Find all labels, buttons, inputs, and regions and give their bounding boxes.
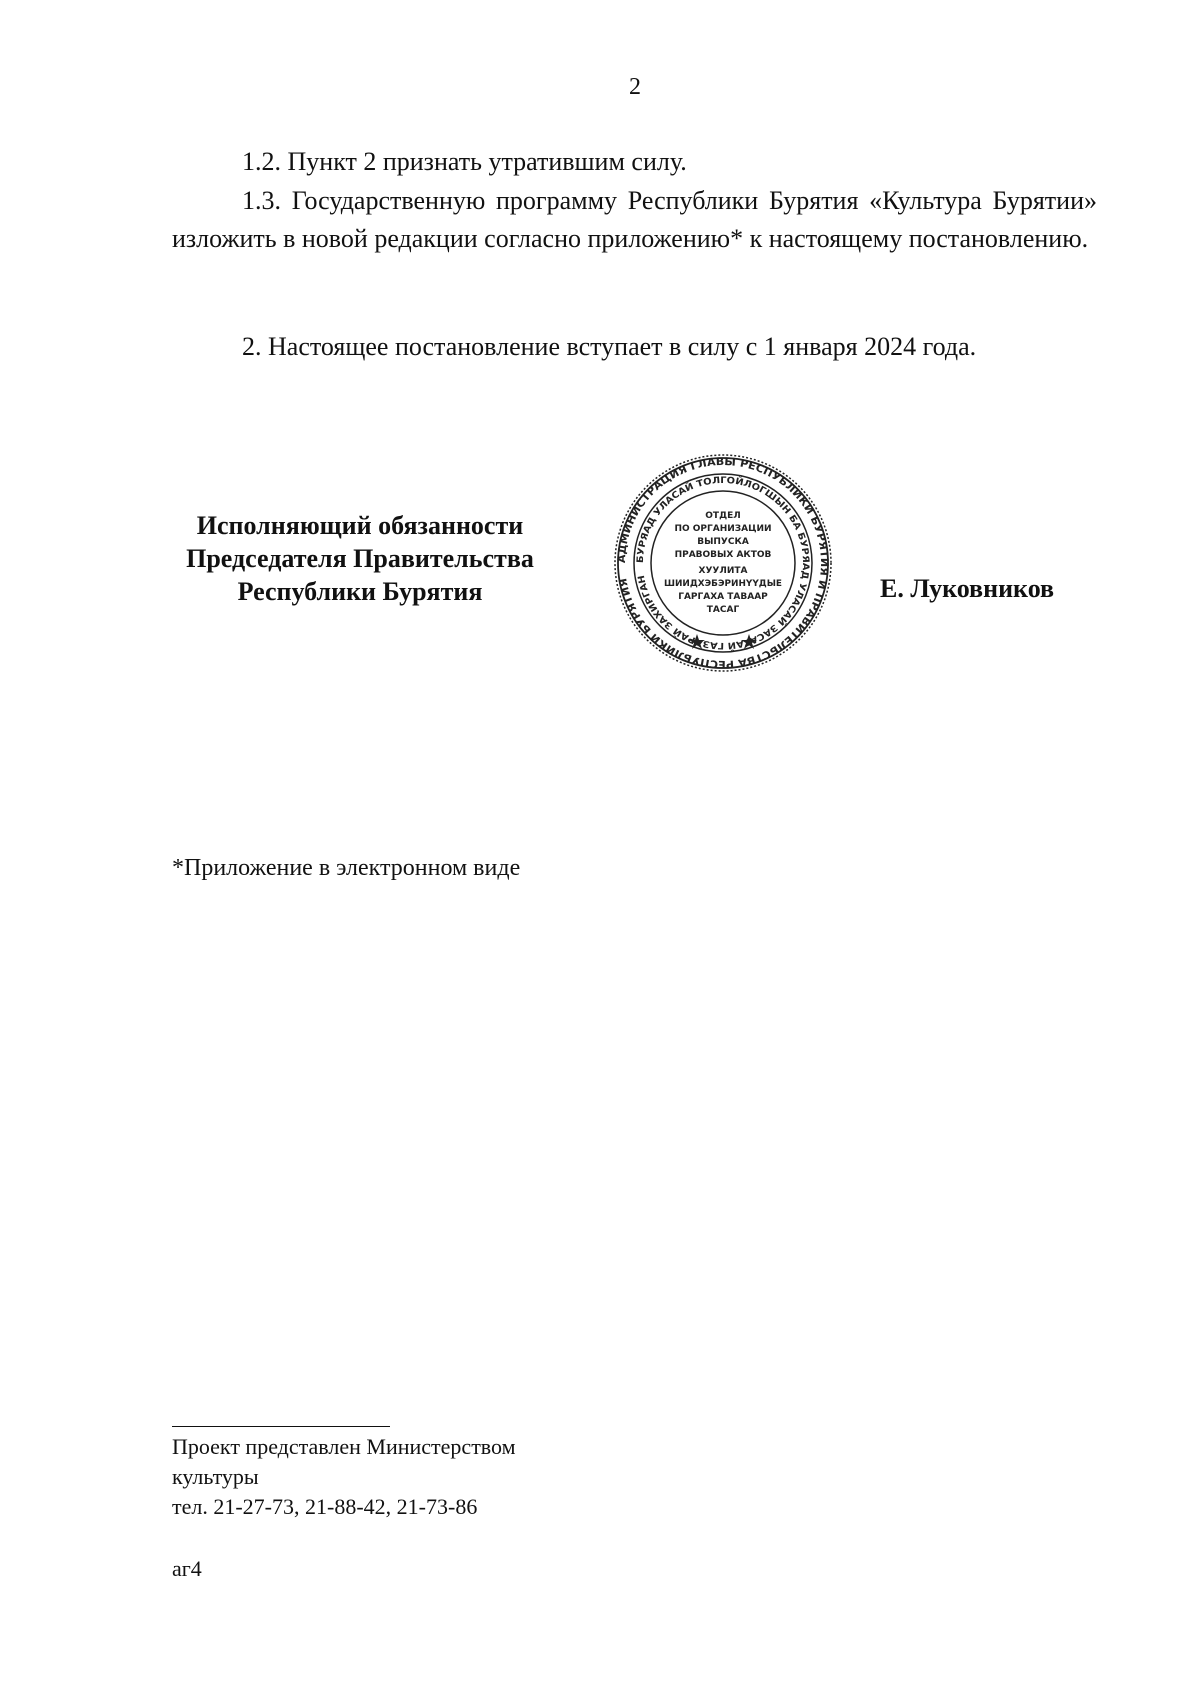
appendix-note: *Приложение в электронном виде (172, 855, 521, 881)
signer-position (150, 509, 570, 608)
svg-text:БУРЯАД УЛАСАЙ ТОЛГОЙЛОГШЫН БА (636, 475, 810, 652)
seal-inner-ring-text: БУРЯАД УЛАСАЙ ТОЛГОЙЛОГШЫН БА БУРЯАД УЛАСАЙ ЗАСА АЙ ГАЗ РАЙ ЗАХИРГАН (635, 475, 811, 651)
footer-contact (172, 1432, 516, 1522)
seal-center-line: ХУУЛИТА (698, 566, 748, 576)
seal-center-line: ПО ОРГАНИЗАЦИИ (674, 524, 772, 534)
footer-phone: тел. 21-27-73, 21-88-42, 21-73-86 (172, 1494, 478, 1519)
page-number: 2 (629, 74, 641, 100)
signer-position-line: Республики Бурятия (237, 577, 483, 606)
signer-name: Е. Луковников (880, 574, 1055, 603)
seal-outer-ring-text: АДМИНИСТРАЦИЯ ГЛАВЫ РЕСПУБЛИКИ БУРЯТИЯ И ПРАВИТЕЛЬСТВА РЕСПУБЛИКИ БУРЯТИЯ (615, 455, 831, 671)
paragraph-2: 2. Настоящее постановление вступает в силу с 1 января 2024 года. (242, 332, 977, 361)
seal-center-line: ШИИДХЭБЭРИНҮҮДЫЕ (664, 579, 782, 589)
seal-center-line: ГАРГАХА ТАВААР (678, 592, 768, 602)
paragraph-1-2: 1.2. Пункт 2 признать утратившим силу. (242, 147, 687, 176)
footer-line: культуры (172, 1464, 259, 1489)
signer-position-line: Исполняющий обязанности (196, 511, 524, 540)
seal-center-line: ПРАВОВЫХ АКТОВ (674, 550, 772, 560)
footer-line: Проект представлен Министерством (172, 1434, 516, 1459)
seal-center-line: ТАСАГ (706, 605, 740, 615)
paragraph-1-3: 1.3. Государственную программу Республики Бурятия «Культура Бурятии» изложить в новой редакции согласно приложению* к настоящему постановлению. (172, 186, 1097, 253)
signer-position-line: Председателя Правительства (186, 544, 534, 573)
official-seal (612, 452, 834, 674)
footer-divider (172, 1426, 390, 1427)
seal-center-line: ОТДЕЛ (705, 511, 741, 521)
svg-text:АДМИНИСТРАЦИЯ ГЛАВЫ РЕСПУБЛИКИ (616, 456, 830, 670)
seal-center-line: ВЫПУСКА (697, 537, 749, 547)
document-code: аг4 (172, 1556, 202, 1581)
